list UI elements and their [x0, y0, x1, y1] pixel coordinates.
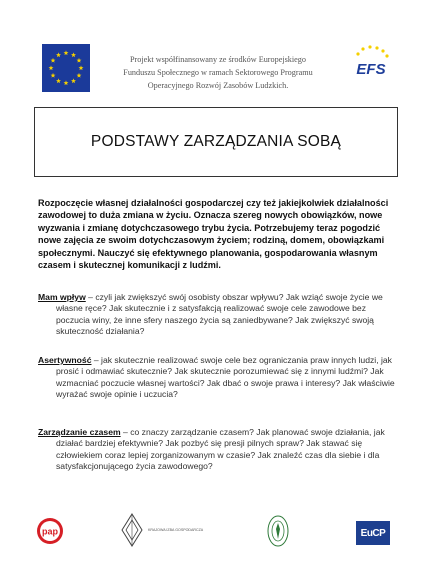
emblem-logo	[266, 514, 290, 548]
section-term: Zarządzanie czasem	[38, 427, 121, 437]
efs-logo	[350, 42, 392, 90]
intro-paragraph: Rozpoczęcie własnej działalności gospodarczej czy też jakiejkolwiek działalności zawodowej to duża zmiana w życiu. Oznacza szereg nowych obowiązków, nowe wyzwania i zmianę dotychczasowego trybu życia. Potrzebujemy teraz pogodzić nowe zajęcia ze swoim dotychczasowym życiem; rodziną, domem, obowiązkami społecznymi. Nauczyć się efektywnego planowania, gospodarowania własnym czasem i skutecznej komunikacji z ludźmi.	[38, 198, 389, 271]
section-asertywnosc	[38, 355, 400, 401]
eu-flag-logo	[42, 44, 90, 92]
funding-notice	[108, 53, 328, 92]
kig-logo-text: KRAJOWA IZBA GOSPODARCZA	[148, 528, 204, 532]
emblem-icon	[266, 514, 290, 548]
section-text: – co znaczy zarządzanie czasem? Jak planować swoje działania, jak działać bardziej efektywnie? Jak pozbyć się presji pilnych spraw? Jak stawać się człowiekiem coraz lepiej zorganizowanym w czasie? Jak znaleźć czas dla siebie i dla satysfakcjonującego życia zawodowego?	[56, 427, 385, 472]
funding-line-2: Funduszu Społecznego w ramach Sektorowego Programu	[123, 68, 313, 77]
eu-stars-icon	[42, 44, 90, 92]
section-zarzadzanie-czasem	[38, 427, 400, 473]
section-text: – jak skutecznie realizować swoje cele bez ograniczania praw innych ludzi, jak prosić i odmawiać skutecznie? Jak skutecznie porozumiewać się z innymi ludźmi? Jak wzmacniać poczucie własnej wartości? Jak dbać o swoje prawa i interesy? Jak właściwie wyrażać swoje opinie i uczucia?	[56, 355, 395, 400]
funding-line-3: Operacyjnego Rozwój Zasobów Ludzkich.	[147, 81, 289, 90]
section-mam-wplyw	[38, 292, 400, 338]
efs-logo-text: EFS	[356, 61, 386, 78]
title-box	[34, 107, 398, 177]
page-title: PODSTAWY ZARZĄDZANIA SOBĄ	[90, 133, 342, 150]
kig-emblem-icon	[120, 512, 144, 548]
section-term: Asertywność	[38, 355, 92, 365]
funding-line-1: Projekt współfinansowany ze środków Europejskiego	[130, 55, 306, 64]
kig-logo	[120, 512, 218, 550]
pap-logo	[36, 517, 64, 545]
eucp-logo: EuCP	[356, 521, 390, 545]
section-term: Mam wpływ	[38, 292, 86, 302]
section-text: – czyli jak zwiększyć swój osobisty obszar wpływu? Jak wziąć swoje życie we własne ręce? Jak skutecznie i z satysfakcją realizować swoje cele zawodowe bez poczucia winy, że inne sfery naszego życia są zaniedbywane? Jak zwiększyć swoją skuteczność działania?	[56, 292, 383, 337]
pap-logo-text: pap	[41, 526, 59, 537]
